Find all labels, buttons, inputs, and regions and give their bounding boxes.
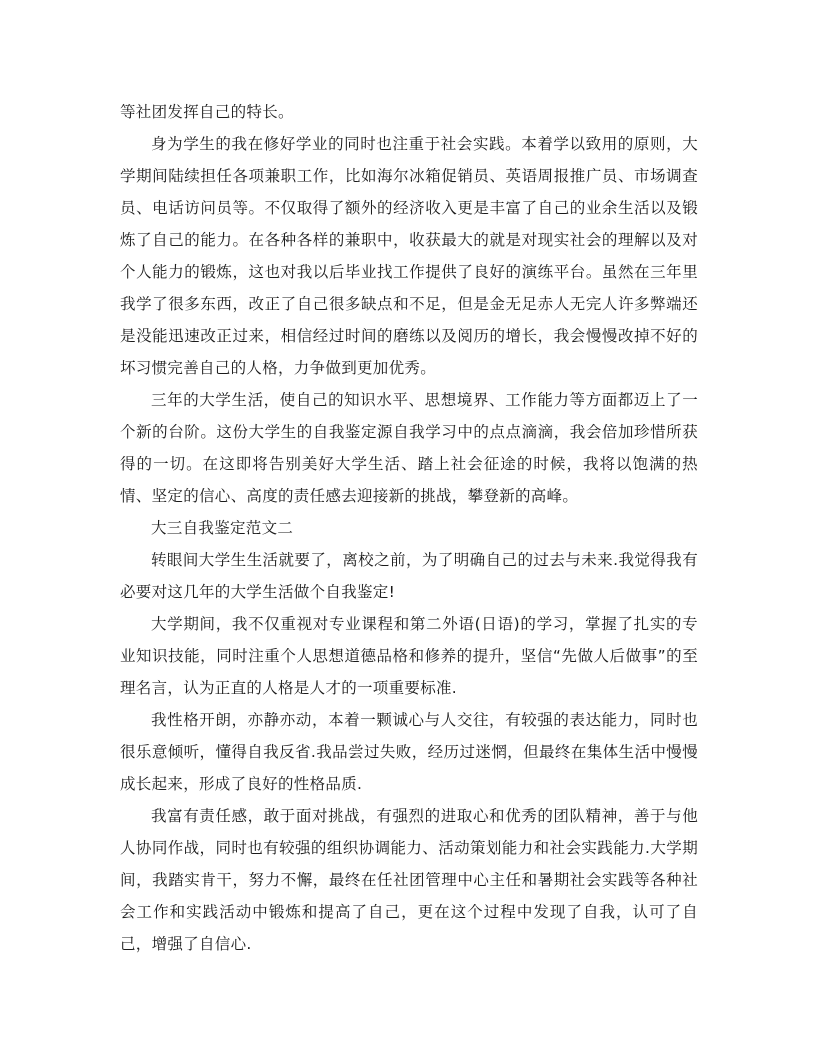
paragraph-continuation: 等社团发挥自己的特长。 <box>120 103 294 121</box>
paragraph-personality: 我性格开朗，亦静亦动，本着一颗诚心与人交往，有较强的表达能力，同时也很乐意倾听，懂得自我反省.我品尝过失败，经历过迷惘，但最终在集体生活中慢慢成长起来，形成了良好的性格品质. <box>120 711 698 793</box>
paragraph-three-years: 三年的大学生活，使自己的知识水平、思想境界、工作能力等方面都迈上了一个新的台阶。这份大学生的自我鉴定源自我学习中的点点滴滴，我会倍加珍惜所获得的一切。在这即将告别美好大学生活、踏上社会征途的时候，我将以饱满的热情、坚定的信心、高度的责任感去迎接新的挑战，攀登新的高峰。 <box>120 391 698 505</box>
section-heading: 大三自我鉴定范文二 <box>151 519 294 537</box>
document-body <box>120 96 698 960</box>
paragraph-social-practice: 身为学生的我在修好学业的同时也注重于社会实践。本着学以致用的原则，大学期间陆续担任各项兼职工作，比如海尔冰箱促销员、英语周报推广员、市场调查员、电话访问员等。不仅取得了额外的经济收入更是丰富了自己的业余生活以及锻炼了自己的能力。在各种各样的兼职中，收获最大的就是对现实社会的理解以及对个人能力的锻炼，这也对我以后毕业找工作提供了良好的演练平台。虽然在三年里我学了很多东西，改正了自己很多缺点和不足，但是金无足赤人无完人许多弊端还是没能迅速改正过来，相信经过时间的磨练以及阅历的增长，我会慢慢改掉不好的坏习惯完善自己的人格，力争做到更加优秀。 <box>120 135 698 377</box>
paragraph-responsibility: 我富有责任感，敢于面对挑战，有强烈的进取心和优秀的团队精神，善于与他人协同作战，同时也有较强的组织协调能力、活动策划能力和社会实践能力.大学期间，我踏实肯干，努力不懈，最终在任社团管理中心主任和暑期社会实践等各种社会工作和实践活动中锻炼和提高了自己，更在这个过程中发现了自我，认可了自己，增强了自信心. <box>120 807 698 953</box>
paragraph-study: 大学期间，我不仅重视对专业课程和第二外语(日语)的学习，掌握了扎实的专业知识技能，同时注重个人思想道德品格和修养的提升，坚信“先做人后做事”的至理名言，认为正直的人格是人才的一项重要标准. <box>120 615 698 697</box>
paragraph-intro: 转眼间大学生生活就要了，离校之前，为了明确自己的过去与未来.我觉得我有必要对这几年的大学生活做个自我鉴定! <box>120 551 698 601</box>
